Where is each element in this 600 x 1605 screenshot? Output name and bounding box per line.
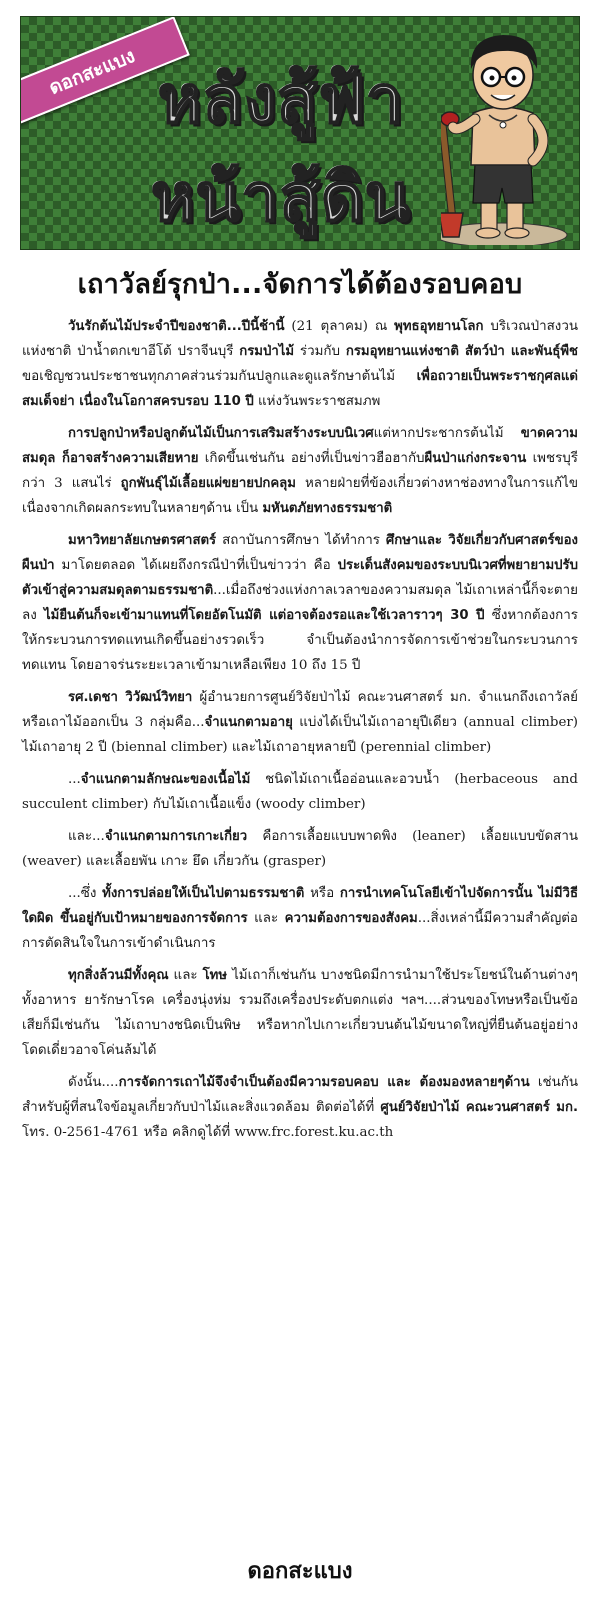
body-text: ผู้อำนวยการศูนย์วิจัยป่าไม้ คณะวนศาสตร์ มก. จำแนกถึงเถาวัลย์หรือเถาไม้ออกเป็น 3 กลุ่มคือ...	[22, 690, 578, 730]
article-paragraph	[22, 1070, 578, 1145]
body-text: ...สิ่งเหล่านี้มีความสำคัญต่อการตัดสินใจในการเข้าดำเนินการ	[22, 911, 578, 951]
emphasized-text: ผืนป่าแก่งกระจาน	[424, 451, 527, 466]
body-text: และ...	[68, 829, 105, 844]
banner-headline-line1: หลังสู้ฟ้า	[157, 61, 405, 138]
emphasized-text: กรมป่าไม้	[239, 344, 295, 359]
emphasized-text: พุทธอุทยานโลก	[394, 319, 484, 334]
emphasized-text: ทั้งการปล่อยให้เป็นไปตามธรรมชาติ	[102, 886, 305, 901]
emphasized-text: ศึกษาและ วิจัยเกี่ยวกับศาสตร์ของผืนป่า	[22, 533, 578, 573]
farmer-caricature-illustration	[441, 23, 571, 245]
emphasized-text: กรมอุทยานแห่งชาติ สัตว์ป่า และพันธุ์พืช	[345, 344, 578, 359]
body-text: สถาบันการศึกษา ได้ทำการ	[216, 533, 386, 548]
emphasized-text: จำแนกตามการเกาะเกี่ยว	[104, 829, 248, 844]
body-text: บริเวณป่าสงวนแห่งชาติ ป่าน้ำตกเขาอีโต้ ปราจีนบุรี	[22, 319, 578, 359]
body-text: ...เมื่อถึงช่วงแห่งกาลเวลาของความสมดุล ไม้เถาเหล่านี้ก็จะตายลง	[22, 583, 578, 623]
emphasized-text: ศูนย์วิจัยป่าไม้ คณะวนศาสตร์ มก.	[380, 1100, 578, 1115]
emphasized-text: เพื่อถวายเป็นพระราชกุศลแด่สมเด็จย่า เนื่องในโอกาสครบรอบ 110 ปี	[22, 369, 578, 409]
body-text: และ	[168, 968, 203, 983]
emphasized-text: วันรักต้นไม้ประจำปีของชาติ...ปีนี้ช้านี้	[68, 319, 285, 334]
emphasized-text: ความต้องการของสังคม	[284, 911, 418, 926]
body-text: คือการเลื้อยแบบพาดพิง (leaner) เลื้อยแบบขัดสาน (weaver) และเลื้อยพัน เกาะ ยึด เกี่ยวกัน (grasper)	[22, 829, 578, 869]
emphasized-text: โทษ	[202, 968, 228, 983]
body-text: ร่วมกับ	[294, 344, 346, 359]
emphasized-text: การปลูกป่าหรือปลูกต้นไม้เป็นการเสริมสร้างระบบนิเวศ	[68, 426, 374, 441]
article-paragraph	[22, 824, 578, 874]
body-text: ซึ่งหากต้องการให้กระบวนการทดแทนเกิดขึ้นอย่างรวดเร็ว จำเป็นต้องนำการจัดการเข้าช่วยในกระบวนการทดแทน โดยอาจร่นระยะเวลาเข้ามาเหลือเพียง 10 ถึง 15 ปี	[22, 608, 578, 673]
body-text: ดังนั้น....	[68, 1075, 119, 1090]
body-text: แห่งวันพระราชสมภพ	[253, 394, 381, 409]
emphasized-text: การจัดการเถาไม้จึงจำเป็นต้องมีความรอบคอบ และ ต้องมองหลายๆด้าน	[118, 1075, 530, 1090]
body-text: โทร. 0-2561-4761 หรือ คลิกดูได้ที่ www.frc.forest.ku.ac.th	[22, 1125, 394, 1140]
body-text: แบ่งได้เป็นไม้เถาอายุปีเดียว (annual climber) ไม้เถาอายุ 2 ปี (biennal climber) และไม้เถาอายุหลายปี (perennial climber)	[22, 715, 578, 755]
article-paragraph	[22, 881, 578, 956]
article-paragraph	[22, 314, 578, 414]
banner-headline-line2: หน้าสู้ดิน	[151, 159, 411, 236]
emphasized-text: ไม้ยืนต้นก็จะเข้ามาแทนที่โดยอัตโนมัติ แต่อาจต้องรอและใช้เวลาราวๆ 30 ปี	[44, 608, 485, 623]
emphasized-text: รศ.เดชา วิวัฒน์วิทยา	[68, 690, 193, 705]
article-title: เถาวัลย์รุกป่า...จัดการได้ต้องรอบคอบ	[77, 269, 523, 300]
body-text: เช่นกัน สำหรับผู้ที่สนใจข้อมูลเกี่ยวกับป่าไม้และสิ่งแวดล้อม ติดต่อได้ที่	[22, 1075, 578, 1115]
emphasized-text: ทุกสิ่งล้วนมีทั้งคุณ	[68, 968, 169, 983]
article-paragraph	[22, 767, 578, 817]
column-tag: ดอกสะแบง	[20, 16, 190, 128]
emphasized-text: มหันตภัยทางธรรมชาติ	[262, 501, 393, 516]
article-paragraph	[22, 528, 578, 678]
body-text: เพชรบุรี กว่า 3 แสนไร่	[22, 451, 578, 491]
body-text: มาโดยตลอด ได้เผยถึงกรณีป่าที่เป็นข่าวว่า คือ	[54, 558, 338, 573]
article-body	[22, 314, 578, 1152]
body-text: แต่หากประชากรต้นไม้	[373, 426, 521, 441]
emphasized-text: ขาดความสมดุล ก็อาจสร้างความเสียหาย	[22, 426, 578, 466]
emphasized-text: ถูกพันธุ์ไม้เลื้อยแผ่ขยายปกคลุม	[120, 476, 296, 491]
article-paragraph	[22, 685, 578, 760]
body-text: เกิดขึ้นเช่นกัน อย่างที่เป็นข่าวฮือฮากับ	[198, 451, 425, 466]
emphasized-text: จำแนกตามอายุ	[204, 715, 293, 730]
article-paragraph	[22, 963, 578, 1063]
body-text: ไม้เถาก็เช่นกัน บางชนิดมีการนำมาใช้ประโยชน์ในด้านต่างๆ ทั้งอาหาร ยารักษาโรค เครื่องนุ่งห่ม รวมถึงเครื่องประดับตกแต่ง ฯลฯ....ส่วนของโทษหรือเป็นข้อเสียก็มีเช่นกัน ไม้เถาบางชนิดเป็นพิษ หรือหากไปเกาะเกี่ยวบนต้นไม้ขนาดใหญ่ที่ยืนต้นอยู่อย่างโดดเดี่ยวอาจโค่นล้มได้	[22, 968, 578, 1058]
body-text: และ	[247, 911, 285, 926]
column-banner	[20, 16, 580, 250]
body-text: ขอเชิญชวนประชาชนทุกภาคส่วนร่วมกันปลูกและดูแลรักษาต้นไม้	[22, 369, 417, 384]
article-paragraph	[22, 421, 578, 521]
body-text: ...	[68, 772, 81, 787]
body-text: หรือ	[304, 886, 340, 901]
emphasized-text: ประเด็นสังคมของระบบนิเวศที่พยายามปรับตัวเข้าสู่ความสมดุลตามธรรมชาติ	[22, 558, 578, 598]
emphasized-text: การนำเทคโนโลยีเข้าไปจัดการนั้น ไม่มีวิธีใดผิด ขึ้นอยู่กับเป้าหมายของการจัดการ	[22, 886, 579, 926]
body-text: หลายฝ่ายที่ข้องเกี่ยวต่างหาช่องทางในการแก้ไข เนื่องจากเกิดผลกระทบในหลายๆด้าน เป็น	[22, 476, 578, 516]
emphasized-text: จำแนกตามลักษณะของเนื้อไม้	[80, 772, 251, 787]
emphasized-text: มหาวิทยาลัยเกษตรศาสตร์	[68, 533, 217, 548]
body-text: ชนิดไม้เถาเนื้ออ่อนและอวบน้ำ (herbaceous and succulent climber) กับไม้เถาเนื้อแข็ง (woody climber)	[22, 772, 578, 812]
article-byline: ดอกสะแบง	[247, 1559, 353, 1584]
body-text: ...ซึ่ง	[68, 886, 103, 901]
body-text: (21 ตุลาคม) ณ	[284, 319, 395, 334]
